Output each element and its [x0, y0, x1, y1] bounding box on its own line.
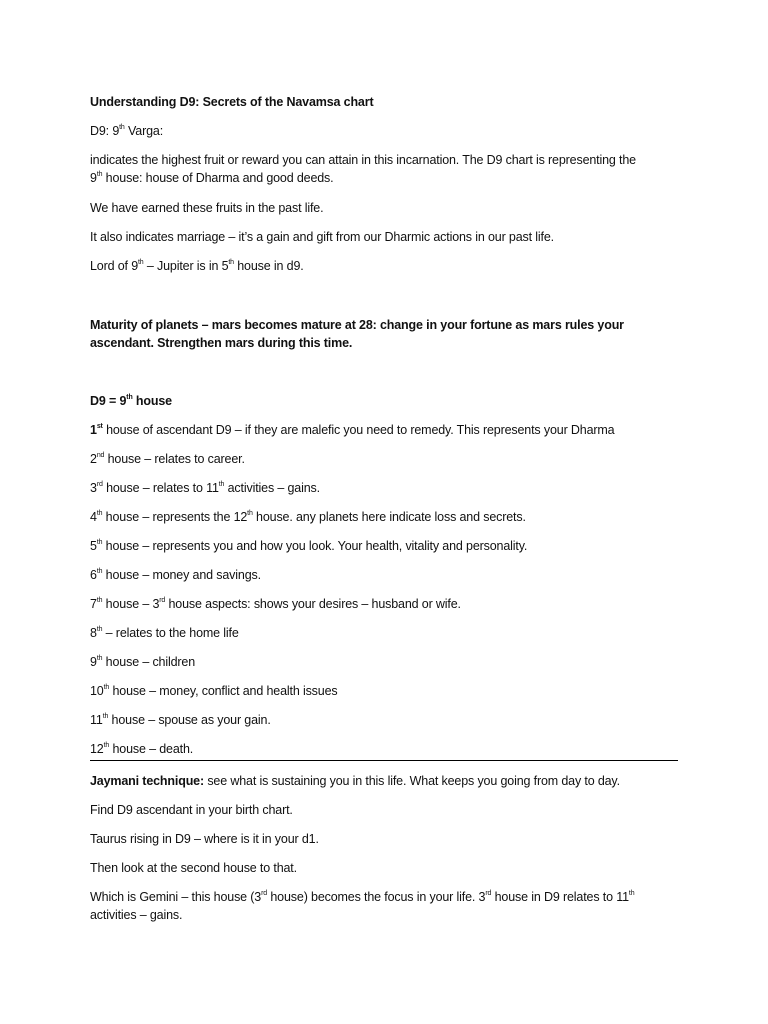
house-7-item: 7th house – 3rd house aspects: shows your desires – husband or wife.	[90, 596, 461, 611]
earned-paragraph: We have earned these fruits in the past life.	[90, 201, 324, 215]
find-ascendant-line: Find D9 ascendant in your birth chart.	[90, 803, 293, 817]
horizontal-divider	[90, 760, 678, 761]
d9-house-heading: D9 = 9th house	[90, 393, 172, 408]
house-3-item: 3rd house – relates to 11th activities – gains.	[90, 480, 320, 495]
house-2-item: 2nd house – relates to career.	[90, 451, 245, 466]
house-1-item: 1st house of ascendant D9 – if they are malefic you need to remedy. This represents your Dharma	[90, 422, 615, 437]
house-4-item: 4th house – represents the 12th house. any planets here indicate loss and secrets.	[90, 509, 526, 524]
intro-line-2: 9th house: house of Dharma and good deeds.	[90, 170, 334, 185]
house-5-item: 5th house – represents you and how you look. Your health, vitality and personality.	[90, 538, 528, 553]
varga-heading: D9: 9th Varga:	[90, 123, 164, 138]
house-12-item: 12th house – death.	[90, 741, 194, 756]
house-10-item: 10th house – money, conflict and health issues	[90, 683, 338, 698]
gemini-line-2: activities – gains.	[90, 908, 183, 922]
house-8-item: 8th – relates to the home life	[90, 625, 239, 640]
second-house-line: Then look at the second house to that.	[90, 861, 297, 875]
lord-paragraph: Lord of 9th – Jupiter is in 5th house in d9.	[90, 258, 304, 273]
marriage-paragraph: It also indicates marriage – it’s a gain and gift from our Dharmic actions in our past life.	[90, 230, 554, 244]
taurus-rising-line: Taurus rising in D9 – where is it in your d1.	[90, 832, 319, 846]
house-9-item: 9th house – children	[90, 654, 196, 669]
document-title: Understanding D9: Secrets of the Navamsa chart	[90, 95, 374, 109]
house-11-item: 11th house – spouse as your gain.	[90, 712, 271, 727]
jaymani-paragraph: Jaymani technique: see what is sustaining you in this life. What keeps you going from day to day.	[90, 774, 620, 788]
house-6-item: 6th house – money and savings.	[90, 567, 261, 582]
maturity-line-2: ascendant. Strengthen mars during this time.	[90, 336, 353, 350]
intro-line-1: indicates the highest fruit or reward you can attain in this incarnation. The D9 chart is representing the	[90, 153, 636, 167]
maturity-line-1: Maturity of planets – mars becomes mature at 28: change in your fortune as mars rules your	[90, 318, 624, 332]
gemini-line-1: Which is Gemini – this house (3rd house) becomes the focus in your life. 3rd house in D9 relates to 11th	[90, 889, 635, 904]
